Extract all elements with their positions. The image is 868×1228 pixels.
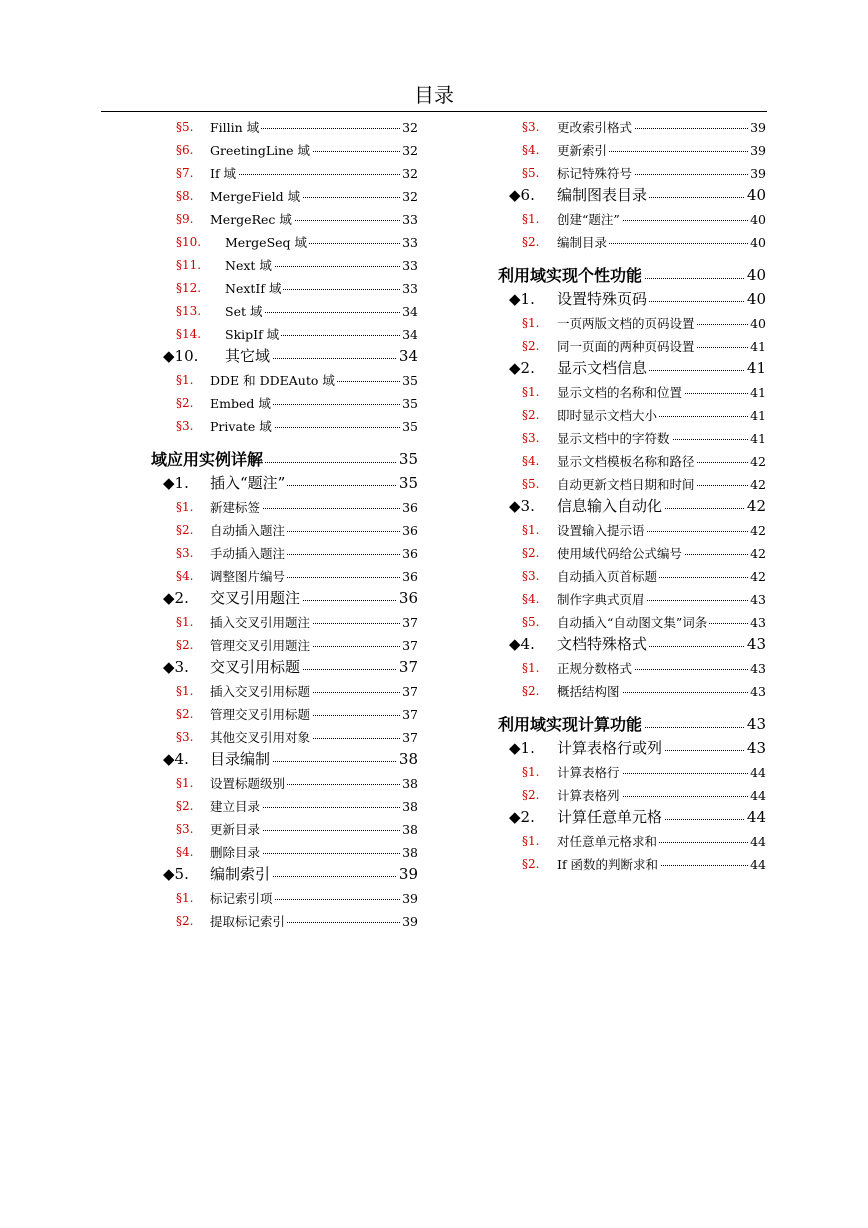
toc-item-entry[interactable] — [496, 803, 766, 826]
toc-subitem-entry[interactable] — [100, 883, 418, 906]
toc-subitem-entry[interactable] — [100, 676, 418, 699]
entry-label: 编制索引 — [210, 865, 271, 883]
entry-label: 插入交叉引用题注 — [210, 615, 311, 630]
entry-number: §1. — [522, 765, 540, 779]
entry-page-number: 43 — [746, 635, 766, 653]
entry-page-number: 34 — [402, 327, 418, 342]
entry-page-number: 35 — [402, 419, 418, 434]
entry-number: §2. — [522, 339, 540, 353]
toc-item-entry[interactable] — [100, 342, 418, 365]
toc-section-entry[interactable] — [100, 434, 418, 469]
toc-column-left — [100, 112, 418, 929]
entry-page-number: 43 — [750, 592, 766, 607]
entry-number: §5. — [522, 166, 540, 180]
entry-page-number: 38 — [398, 750, 418, 768]
entry-label: 更改索引格式 — [557, 120, 633, 135]
entry-label: Embed 域 — [210, 396, 271, 411]
entry-label: 设置标题级别 — [210, 776, 286, 791]
entry-number: ◆3. — [163, 658, 189, 676]
entry-number: §2. — [522, 408, 540, 422]
entry-label: 更新目录 — [210, 822, 261, 837]
entry-label: MergeSeq 域 — [225, 235, 308, 250]
toc-subitem-entry[interactable] — [100, 699, 418, 722]
entry-page-number: 44 — [750, 765, 766, 780]
entry-label: 插入“题注” — [210, 474, 286, 492]
toc-subitem-entry[interactable] — [100, 365, 418, 388]
entry-number: ◆5. — [163, 865, 189, 883]
toc-item-entry[interactable] — [100, 653, 418, 676]
toc-subitem-entry[interactable] — [100, 837, 418, 860]
toc-subitem-entry[interactable] — [496, 676, 766, 699]
entry-number: §2. — [176, 523, 194, 537]
entry-page-number: 43 — [746, 739, 766, 757]
entry-page-number: 39 — [750, 120, 766, 135]
entry-number: ◆10. — [163, 347, 199, 365]
entry-label: Next 域 — [225, 258, 272, 273]
entry-page-number: 39 — [402, 914, 418, 929]
entry-page-number: 40 — [750, 212, 766, 227]
entry-number: §1. — [176, 684, 194, 698]
entry-page-number: 41 — [750, 408, 766, 423]
entry-page-number: 43 — [750, 661, 766, 676]
entry-label: DDE 和 DDEAuto 域 — [210, 373, 335, 388]
entry-page-number: 37 — [402, 730, 418, 745]
entry-label: 标记特殊符号 — [557, 166, 633, 181]
toc-subitem-entry[interactable] — [496, 653, 766, 676]
entry-page-number: 35 — [402, 373, 418, 388]
entry-label: 管理交叉引用题注 — [210, 638, 311, 653]
entry-number: §4. — [176, 845, 194, 859]
entry-number: ◆4. — [163, 750, 189, 768]
toc-subitem-entry[interactable] — [496, 446, 766, 469]
toc-subitem-entry[interactable] — [100, 319, 418, 342]
toc-item-entry[interactable] — [496, 734, 766, 757]
entry-number: §1. — [176, 373, 194, 387]
entry-number: §2. — [176, 638, 194, 652]
entry-label: 显示文档中的字符数 — [557, 431, 670, 446]
entry-page-number: 40 — [746, 290, 766, 308]
entry-number: ◆2. — [163, 589, 189, 607]
entry-page-number: 35 — [398, 474, 418, 492]
toc-subitem-entry[interactable] — [100, 814, 418, 837]
toc-subitem-entry[interactable] — [100, 227, 418, 250]
entry-page-number: 36 — [402, 523, 418, 538]
toc-subitem-entry[interactable] — [100, 515, 418, 538]
leader-dots — [210, 174, 418, 175]
entry-label: 计算表格列 — [557, 788, 620, 803]
entry-number: ◆4. — [509, 635, 535, 653]
entry-number: ◆2. — [509, 359, 535, 377]
entry-page-number: 42 — [750, 477, 766, 492]
entry-number: §3. — [176, 730, 194, 744]
entry-label: 显示文档信息 — [557, 359, 648, 377]
entry-label: 自动插入题注 — [210, 523, 286, 538]
entry-label: 制作字典式页眉 — [557, 592, 645, 607]
entry-page-number: 37 — [402, 707, 418, 722]
toc-subitem-entry[interactable] — [496, 469, 766, 492]
entry-page-number: 33 — [402, 281, 418, 296]
toc-subitem-entry[interactable] — [100, 135, 418, 158]
entry-page-number: 32 — [402, 143, 418, 158]
entry-page-number: 39 — [402, 891, 418, 906]
entry-label: 目录编制 — [210, 750, 271, 768]
entry-label: 正规分数格式 — [557, 661, 633, 676]
toc-subitem-entry[interactable] — [496, 780, 766, 803]
entry-label: 更新索引 — [557, 143, 608, 158]
entry-page-number: 34 — [402, 304, 418, 319]
entry-number: §2. — [522, 684, 540, 698]
entry-page-number: 40 — [750, 235, 766, 250]
toc-section-entry[interactable] — [496, 699, 766, 734]
entry-page-number: 33 — [402, 212, 418, 227]
entry-label: 计算表格行 — [557, 765, 620, 780]
entry-page-number: 40 — [746, 186, 766, 204]
entry-number: §14. — [176, 327, 202, 341]
toc-subitem-entry[interactable] — [100, 112, 418, 135]
entry-label: 其他交叉引用对象 — [210, 730, 311, 745]
entry-page-number: 42 — [750, 569, 766, 584]
entry-page-number: 41 — [750, 431, 766, 446]
entry-page-number: 36 — [402, 546, 418, 561]
entry-page-number: 35 — [402, 396, 418, 411]
entry-label: 自动插入页首标题 — [557, 569, 658, 584]
entry-number: §2. — [522, 235, 540, 249]
entry-page-number: 37 — [398, 658, 418, 676]
entry-label: 管理交叉引用标题 — [210, 707, 311, 722]
toc-item-entry[interactable] — [496, 354, 766, 377]
entry-number: §7. — [176, 166, 194, 180]
entry-label: 设置输入提示语 — [557, 523, 645, 538]
entry-page-number: 44 — [750, 788, 766, 803]
toc-column-right — [496, 112, 766, 872]
entry-label: 提取标记索引 — [210, 914, 286, 929]
toc-subitem-entry[interactable] — [496, 227, 766, 250]
toc-subitem-entry[interactable] — [496, 158, 766, 181]
entry-number: §5. — [176, 120, 194, 134]
entry-number: §1. — [522, 523, 540, 537]
toc-subitem-entry[interactable] — [496, 308, 766, 331]
toc-subitem-entry[interactable] — [496, 135, 766, 158]
entry-number: §1. — [176, 891, 194, 905]
entry-number: §13. — [176, 304, 202, 318]
entry-label: 利用域实现计算功能 — [498, 715, 643, 734]
entry-page-number: 36 — [402, 500, 418, 515]
entry-label: Private 域 — [210, 419, 272, 434]
toc-subitem-entry[interactable] — [496, 849, 766, 872]
entry-page-number: 40 — [746, 266, 766, 284]
entry-page-number: 36 — [398, 589, 418, 607]
entry-label: If 函数的判断求和 — [557, 857, 659, 872]
entry-page-number: 40 — [750, 316, 766, 331]
entry-label: 交叉引用题注 — [210, 589, 301, 607]
entry-number: §5. — [522, 615, 540, 629]
entry-number: §6. — [176, 143, 194, 157]
toc-item-entry[interactable] — [100, 469, 418, 492]
entry-number: §1. — [522, 661, 540, 675]
entry-page-number: 42 — [750, 546, 766, 561]
toc-subitem-entry[interactable] — [100, 791, 418, 814]
entry-number: §2. — [522, 857, 540, 871]
entry-number: ◆2. — [509, 808, 535, 826]
toc-subitem-entry[interactable] — [100, 388, 418, 411]
entry-number: §1. — [522, 316, 540, 330]
entry-number: §1. — [176, 500, 194, 514]
entry-label: 自动更新文档日期和时间 — [557, 477, 695, 492]
toc-item-entry[interactable] — [100, 745, 418, 768]
entry-page-number: 42 — [750, 523, 766, 538]
entry-label: 显示文档的名称和位置 — [557, 385, 683, 400]
toc-subitem-entry[interactable] — [496, 607, 766, 630]
entry-label: 自动插入“自动图文集”词条 — [557, 615, 708, 630]
entry-label: 建立目录 — [210, 799, 261, 814]
entry-label: 设置特殊页码 — [557, 290, 648, 308]
entry-page-number: 38 — [402, 845, 418, 860]
entry-number: §4. — [522, 592, 540, 606]
entry-label: 使用域代码给公式编号 — [557, 546, 683, 561]
toc-section-entry[interactable] — [496, 250, 766, 285]
entry-number: §3. — [176, 546, 194, 560]
entry-page-number: 39 — [750, 143, 766, 158]
entry-number: §1. — [176, 615, 194, 629]
entry-label: 信息输入自动化 — [557, 497, 663, 515]
entry-page-number: 39 — [398, 865, 418, 883]
toc-subitem-entry[interactable] — [496, 204, 766, 227]
entry-number: §3. — [522, 431, 540, 445]
entry-label: MergeField 域 — [210, 189, 301, 204]
entry-number: §1. — [176, 776, 194, 790]
entry-number: §3. — [522, 120, 540, 134]
entry-number: ◆1. — [163, 474, 189, 492]
entry-number: §1. — [522, 834, 540, 848]
entry-number: §1. — [522, 385, 540, 399]
entry-number: §12. — [176, 281, 202, 295]
toc-item-entry[interactable] — [496, 630, 766, 653]
entry-page-number: 37 — [402, 684, 418, 699]
entry-page-number: 37 — [402, 638, 418, 653]
entry-label: 创建“题注” — [557, 212, 620, 227]
entry-label: 对任意单元格求和 — [557, 834, 658, 849]
toc-subitem-entry[interactable] — [100, 607, 418, 630]
entry-label: 显示文档模板名称和路径 — [557, 454, 695, 469]
entry-page-number: 43 — [750, 615, 766, 630]
toc-item-entry[interactable] — [496, 285, 766, 308]
entry-page-number: 38 — [402, 799, 418, 814]
toc-subitem-entry[interactable] — [496, 757, 766, 780]
entry-label: 交叉引用标题 — [210, 658, 301, 676]
toc-subitem-entry[interactable] — [100, 411, 418, 434]
entry-number: §10. — [176, 235, 202, 249]
toc-subitem-entry[interactable] — [496, 112, 766, 135]
toc-subitem-entry[interactable] — [496, 584, 766, 607]
toc-subitem-entry[interactable] — [100, 250, 418, 273]
entry-label: 计算表格行或列 — [557, 739, 663, 757]
toc-subitem-entry[interactable] — [100, 722, 418, 745]
entry-page-number: 41 — [746, 359, 766, 377]
entry-number: §11. — [176, 258, 202, 272]
toc-subitem-entry[interactable] — [100, 492, 418, 515]
entry-page-number: 37 — [402, 615, 418, 630]
entry-label: Set 域 — [225, 304, 263, 319]
entry-page-number: 33 — [402, 235, 418, 250]
entry-page-number: 39 — [750, 166, 766, 181]
entry-page-number: 32 — [402, 189, 418, 204]
entry-page-number: 33 — [402, 258, 418, 273]
entry-page-number: 34 — [398, 347, 418, 365]
toc-title: 目录 — [414, 83, 454, 107]
entry-number: §2. — [176, 707, 194, 721]
entry-number: §4. — [176, 569, 194, 583]
entry-label: 文档特殊格式 — [557, 635, 648, 653]
entry-number: §3. — [176, 419, 194, 433]
entry-label: 同一页面的两种页码设置 — [557, 339, 695, 354]
entry-number: §2. — [176, 396, 194, 410]
entry-number: §2. — [176, 914, 194, 928]
entry-page-number: 41 — [750, 385, 766, 400]
toc-subitem-entry[interactable] — [100, 561, 418, 584]
toc-subitem-entry[interactable] — [496, 826, 766, 849]
toc-subitem-entry[interactable] — [100, 538, 418, 561]
toc-subitem-entry[interactable] — [100, 906, 418, 929]
toc-subitem-entry[interactable] — [496, 331, 766, 354]
entry-number: §4. — [522, 454, 540, 468]
entry-label: Fillin 域 — [210, 120, 260, 135]
entry-label: 一页两版文档的页码设置 — [557, 316, 695, 331]
entry-label: 手动插入题注 — [210, 546, 286, 561]
entry-number: §4. — [522, 143, 540, 157]
entry-label: 编制目录 — [557, 235, 608, 250]
toc-subitem-entry[interactable] — [100, 768, 418, 791]
entry-label: 编制图表目录 — [557, 186, 648, 204]
entry-page-number: 41 — [750, 339, 766, 354]
toc-item-entry[interactable] — [100, 860, 418, 883]
toc-subitem-entry[interactable] — [100, 158, 418, 181]
entry-number: §3. — [522, 569, 540, 583]
entry-number: §2. — [522, 788, 540, 802]
toc-subitem-entry[interactable] — [100, 273, 418, 296]
entry-label: MergeRec 域 — [210, 212, 292, 227]
toc-subitem-entry[interactable] — [100, 630, 418, 653]
entry-page-number: 32 — [402, 166, 418, 181]
entry-number: §5. — [522, 477, 540, 491]
entry-label: GreetingLine 域 — [210, 143, 311, 158]
entry-number: ◆1. — [509, 739, 535, 757]
entry-label: 其它域 — [225, 347, 271, 365]
entry-label: 即时显示文档大小 — [557, 408, 658, 423]
entry-page-number: 38 — [402, 822, 418, 837]
toc-subitem-entry[interactable] — [100, 181, 418, 204]
entry-page-number: 44 — [750, 857, 766, 872]
entry-label: 删除目录 — [210, 845, 261, 860]
entry-label: If 域 — [210, 166, 237, 181]
entry-label: NextIf 域 — [225, 281, 282, 296]
entry-number: §1. — [522, 212, 540, 226]
toc-subitem-entry[interactable] — [100, 204, 418, 227]
entry-label: 新建标签 — [210, 500, 261, 515]
entry-label: 插入交叉引用标题 — [210, 684, 311, 699]
entry-number: §3. — [176, 822, 194, 836]
entry-number: §2. — [522, 546, 540, 560]
entry-page-number: 35 — [398, 450, 418, 468]
entry-number: §8. — [176, 189, 194, 203]
toc-subitem-entry[interactable] — [496, 423, 766, 446]
toc-subitem-entry[interactable] — [496, 400, 766, 423]
entry-label: 利用域实现个性功能 — [498, 266, 643, 285]
toc-item-entry[interactable] — [100, 584, 418, 607]
entry-label: 概括结构图 — [557, 684, 620, 699]
toc-subitem-entry[interactable] — [100, 296, 418, 319]
entry-page-number: 38 — [402, 776, 418, 791]
entry-number: ◆3. — [509, 497, 535, 515]
entry-label: 调整图片编号 — [210, 569, 286, 584]
toc-item-entry[interactable] — [496, 492, 766, 515]
toc-subitem-entry[interactable] — [496, 515, 766, 538]
entry-page-number: 32 — [402, 120, 418, 135]
toc-item-entry[interactable] — [496, 181, 766, 204]
entry-page-number: 36 — [402, 569, 418, 584]
entry-label: 域应用实例详解 — [151, 450, 264, 469]
toc-subitem-entry[interactable] — [496, 561, 766, 584]
entry-label: 标记索引项 — [210, 891, 273, 906]
entry-page-number: 44 — [750, 834, 766, 849]
entry-page-number: 42 — [746, 497, 766, 515]
entry-number: §2. — [176, 799, 194, 813]
entry-number: §9. — [176, 212, 194, 226]
toc-subitem-entry[interactable] — [496, 538, 766, 561]
toc-subitem-entry[interactable] — [496, 377, 766, 400]
entry-page-number: 42 — [750, 454, 766, 469]
entry-label: SkipIf 域 — [225, 327, 280, 342]
entry-page-number: 43 — [746, 715, 766, 733]
entry-label: 计算任意单元格 — [557, 808, 663, 826]
entry-number: ◆1. — [509, 290, 535, 308]
entry-number: ◆6. — [509, 186, 535, 204]
entry-page-number: 43 — [750, 684, 766, 699]
entry-page-number: 44 — [746, 808, 766, 826]
